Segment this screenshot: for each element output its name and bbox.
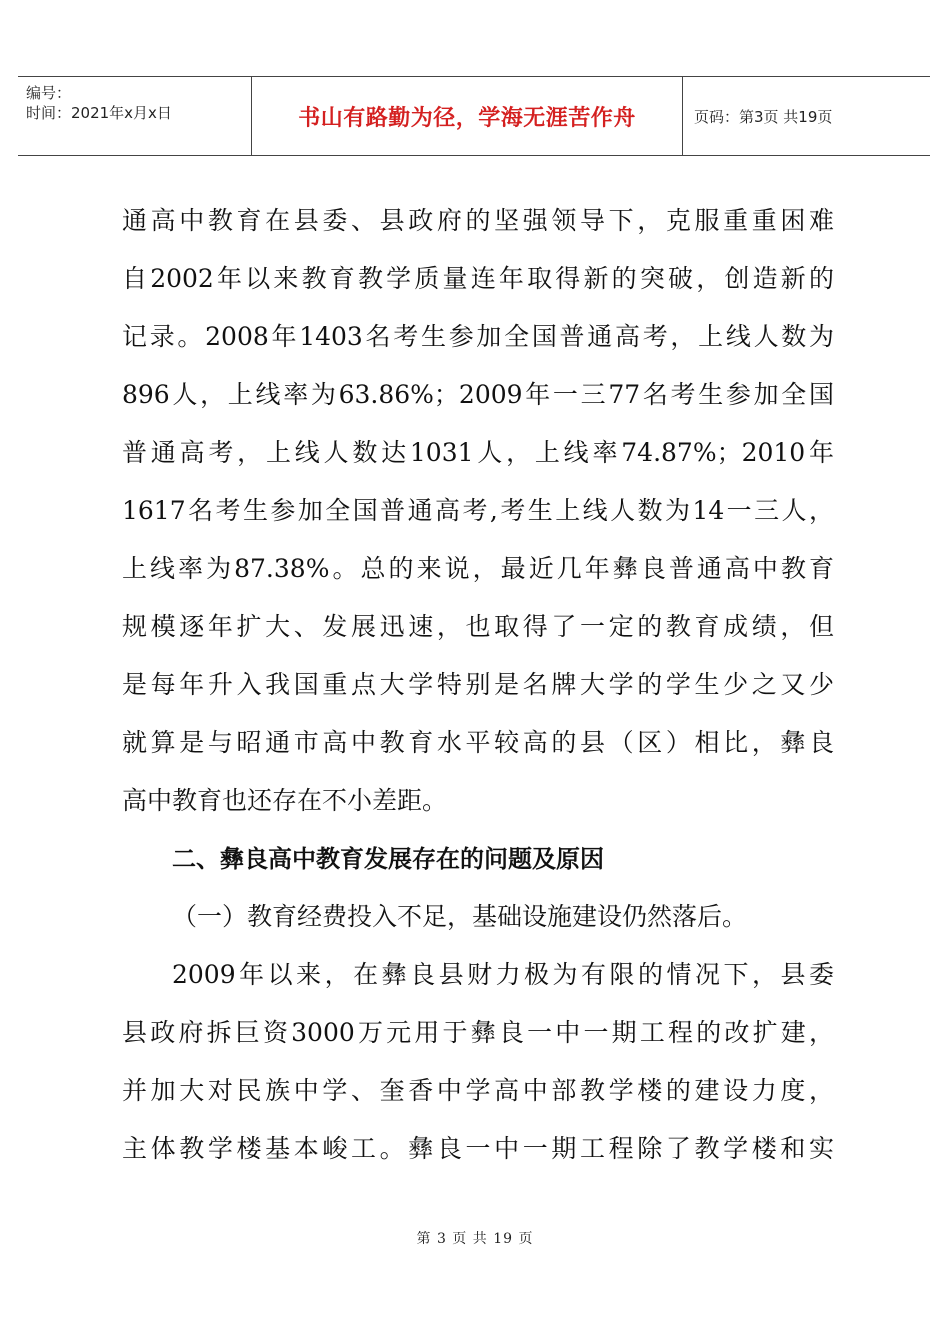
page-footer: 第 3 页 共 19 页 xyxy=(416,1231,534,1247)
body-line: 并加大对民族中学、奎香中学高中部教学楼的建设力度， xyxy=(122,1076,834,1105)
document-number-label: 编号： xyxy=(26,84,72,102)
body-line: 记录。2008年1403名考生参加全国普通高考，上线人数为 xyxy=(122,322,834,351)
body-line: 就算是与昭通市高中教育水平较高的县（区）相比，彝良 xyxy=(122,728,834,757)
section-heading: 二、彝良高中教育发展存在的问题及原因 xyxy=(172,845,604,873)
body-line: 2009年以来，在彝良县财力极为有限的情况下，县委 xyxy=(172,960,834,989)
body-line: 普通高考，上线人数达1031人，上线率74.87%；2010年 xyxy=(122,438,834,467)
body-line: 896人，上线率为63.86%；2009年一三77名考生参加全国 xyxy=(122,380,834,409)
body-line: 是每年升入我国重点大学特别是名牌大学的学生少之又少 xyxy=(122,670,834,699)
body-line: 县政府拆巨资3000万元用于彝良一中一期工程的改扩建， xyxy=(122,1018,834,1047)
header-motto: 书山有路勤为径，学海无涯苦作舟 xyxy=(298,105,636,131)
document-body xyxy=(122,192,834,1178)
page-header xyxy=(18,76,930,156)
document-time-label: 时间：2021年x月x日 xyxy=(26,104,172,122)
body-line: 主体教学楼基本峻工。彝良一中一期工程除了教学楼和实 xyxy=(122,1134,834,1163)
body-line: 高中教育也还存在不小差距。 xyxy=(122,786,448,815)
body-line: 1617名考生参加全国普通高考,考生上线人数为14一三人， xyxy=(122,496,834,525)
body-line: 规模逐年扩大、发展迅速，也取得了一定的教育成绩，但 xyxy=(122,612,834,641)
body-line: 自2002年以来教育教学质量连年取得新的突破，创造新的 xyxy=(122,264,834,293)
body-line: 上线率为87.38%。总的来说，最近几年彝良普通高中教育 xyxy=(122,554,834,583)
header-meta xyxy=(26,83,172,123)
body-line: 通高中教育在县委、县政府的坚强领导下，克服重重困难 xyxy=(122,206,834,235)
header-divider xyxy=(682,77,683,155)
header-page-code: 页码：第3页 共19页 xyxy=(694,107,833,126)
subsection-heading: （一）教育经费投入不足，基础设施建设仍然落后。 xyxy=(172,902,748,931)
